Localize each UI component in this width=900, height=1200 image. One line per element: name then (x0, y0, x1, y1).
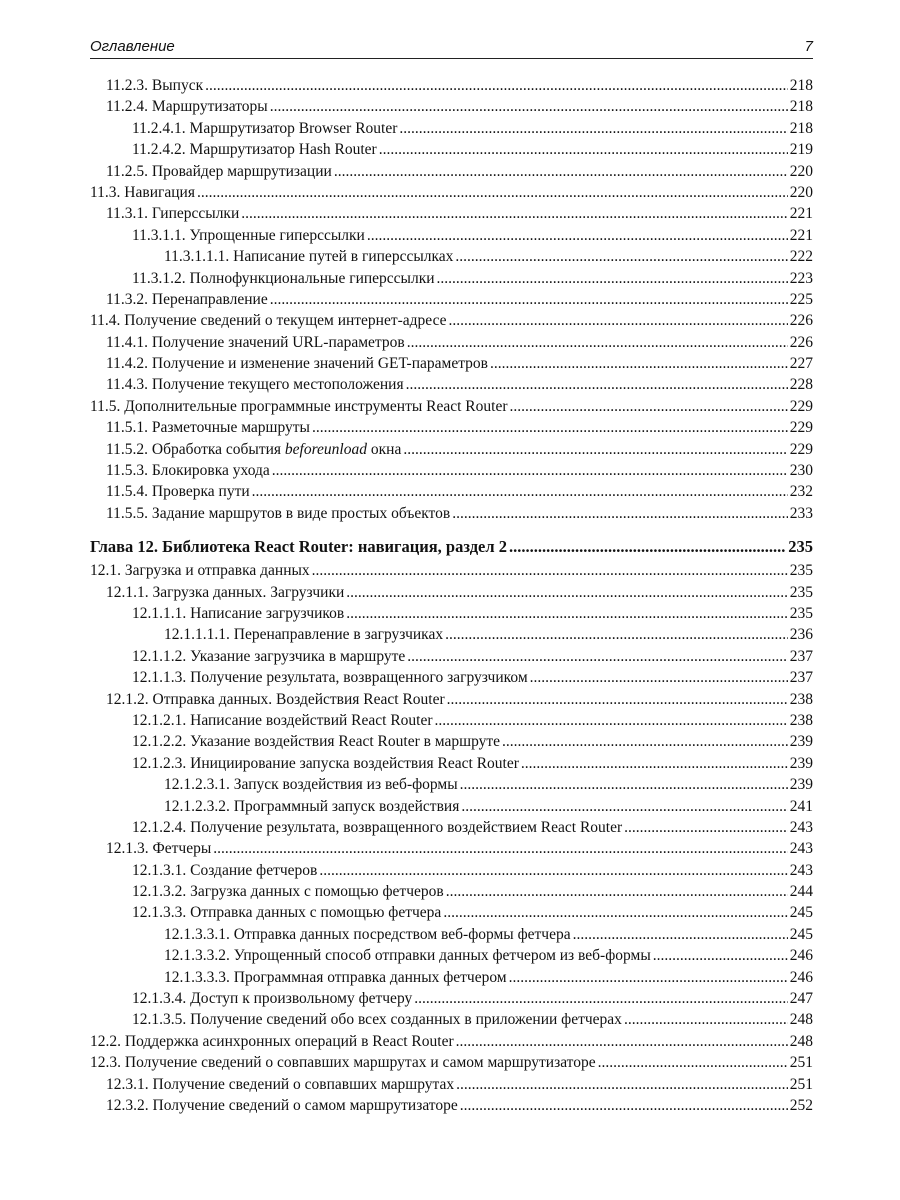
toc-entry (90, 924, 813, 945)
toc-entry (90, 289, 813, 310)
toc-entry (90, 96, 813, 117)
toc-entry (90, 310, 813, 331)
toc-page-number: 220 (789, 162, 813, 180)
toc-page-number: 245 (789, 925, 813, 943)
toc-entry-title: 12.1.3.1. Создание фетчеров (132, 861, 318, 879)
toc-entry (90, 1031, 813, 1052)
toc-page-number: 229 (789, 419, 813, 437)
dot-leader (346, 603, 788, 624)
dot-leader (624, 817, 788, 838)
toc-entry (90, 753, 813, 774)
toc-page-number: 251 (789, 1075, 813, 1093)
toc-page-number: 235 (789, 562, 813, 580)
toc-entry-title: 11.3.1.1. Упрощенные гиперссылки (132, 226, 365, 244)
toc-entry-title: 12.1.2.2. Указание воздействия React Router в маршруте (132, 733, 501, 751)
toc-entry-title: 11.2.3. Выпуск (106, 77, 204, 94)
dot-leader (461, 796, 787, 817)
toc-entry-title: 12.1.1.3. Получение результата, возвращенного загрузчиком (132, 669, 528, 687)
dot-leader (406, 374, 788, 395)
toc-entry-title: 11.5. Дополнительные программные инструменты React Router (90, 397, 508, 415)
toc-entry (90, 710, 813, 731)
toc-entry-title: 12.1.2.1. Написание воздействий React Router (132, 711, 433, 729)
toc-entry (90, 203, 813, 224)
toc-entry-title: 12.3.1. Получение сведений о совпавших маршрутах (106, 1075, 455, 1093)
toc-page-number: 221 (789, 205, 813, 223)
toc-entry-title: 11.2.4.2. Маршрутизатор Hash Router (132, 141, 377, 159)
dot-leader (653, 945, 788, 966)
toc-entry (90, 560, 813, 581)
toc-entry (90, 817, 813, 838)
dot-leader (447, 689, 788, 710)
dot-leader (502, 731, 788, 752)
toc-entry-title: 11.3.1.2. Полнофункциональные гиперссылки (132, 269, 435, 287)
dot-leader (399, 118, 787, 139)
dot-leader (598, 1052, 788, 1073)
toc-page-number: 243 (789, 818, 813, 836)
toc-entry (90, 268, 813, 289)
toc-entry-title: 11.4.3. Получение текущего местоположения (106, 376, 404, 394)
dot-leader (573, 924, 788, 945)
dot-leader (460, 774, 788, 795)
dot-leader (449, 310, 788, 331)
dot-leader (530, 667, 788, 688)
toc-entry-title: 12.1.2.4. Получение результата, возвращенного воздействием React Router (132, 818, 623, 836)
dot-leader (521, 753, 788, 774)
toc-chapter-entry (90, 534, 813, 560)
toc-page-number: 221 (789, 226, 813, 244)
dot-leader (624, 1009, 788, 1030)
toc-entry (90, 689, 813, 710)
toc-entry-title: 11.4.2. Получение и изменение значений GET-параметров (106, 355, 488, 373)
toc-entry (90, 902, 813, 923)
toc-page-number: 241 (789, 797, 813, 815)
toc-entry-title: 12.1.3.2. Загрузка данных с помощью фетчеров (132, 883, 444, 901)
toc-entry (90, 967, 813, 988)
toc-page-number: 239 (789, 754, 813, 772)
toc-entry-title: 12.1.3. Фетчеры (106, 840, 212, 858)
toc-entry-title: 11.5.1. Разметочные маршруты (106, 419, 310, 437)
dot-leader (407, 332, 788, 353)
toc-entry-title: 11.5.2. Обработка события beforeunload окна (106, 440, 402, 458)
toc-entry-title: 12.1.2. Отправка данных. Воздействия React Router (106, 690, 445, 708)
toc-page-number: 238 (789, 690, 813, 708)
toc-entry (90, 182, 813, 203)
header-page-number: 7 (804, 38, 813, 55)
toc-page-number: 248 (789, 1032, 813, 1050)
dot-leader (312, 560, 788, 581)
toc-entry (90, 503, 813, 524)
toc-entry-title: 11.3.1.1.1. Написание путей в гиперссылках (164, 248, 454, 266)
dot-leader (445, 624, 788, 645)
dot-leader (437, 268, 788, 289)
header-title: Оглавление (90, 38, 175, 55)
toc-entry-title: 12.1.2.3.1. Запуск воздействия из веб-формы (164, 776, 458, 794)
dot-leader (270, 96, 788, 117)
toc-entry (90, 603, 813, 624)
toc-entry-title: 11.4. Получение сведений о текущем интернет-адресе (90, 312, 447, 330)
toc-entry-title: 12.1. Загрузка и отправка данных (90, 562, 310, 580)
dot-leader (490, 353, 788, 374)
dot-leader (213, 838, 788, 859)
toc-entry-title: 11.2.4.1. Маршрутизатор Browser Router (132, 119, 398, 137)
toc-entry (90, 1052, 813, 1073)
toc-entry-title: 12.1.3.3.3. Программная отправка данных фетчером (164, 968, 507, 986)
toc-entry (90, 439, 813, 460)
dot-leader (456, 1074, 788, 1095)
toc-entry (90, 246, 813, 267)
toc-entry-title: 11.3. Навигация (90, 183, 195, 201)
toc-page-number: 219 (789, 141, 813, 159)
dot-leader (435, 710, 788, 731)
toc-page-number: 251 (789, 1054, 813, 1072)
header-rule (90, 58, 813, 59)
running-header (90, 38, 813, 60)
toc-page-number: 252 (789, 1096, 813, 1114)
toc-entry (90, 75, 813, 96)
toc-entry-title: 11.2.5. Провайдер маршрутизации (106, 162, 332, 180)
toc-page-number: 246 (789, 968, 813, 986)
toc-entry (90, 582, 813, 603)
toc-page-number: 222 (789, 248, 813, 266)
toc-page-number: 227 (789, 355, 813, 373)
toc-page-number: 238 (789, 711, 813, 729)
toc-page-number: 235 (788, 537, 813, 557)
toc-entry (90, 225, 813, 246)
toc-entry-title: 12.1.3.5. Получение сведений обо всех созданных в приложении фетчерах (132, 1011, 622, 1029)
toc-entry-title: 11.2.4. Маршрутизаторы (106, 98, 268, 116)
toc-page-number: 236 (789, 626, 813, 644)
toc-entry (90, 881, 813, 902)
toc-entry-title: 12.3.2. Получение сведений о самом маршрутизаторе (106, 1096, 458, 1114)
toc-page-number: 225 (789, 290, 813, 308)
toc-entry (90, 988, 813, 1009)
toc-entry (90, 118, 813, 139)
toc-page-number: 246 (789, 947, 813, 965)
toc-entry (90, 646, 813, 667)
table-of-contents (90, 75, 813, 1116)
dot-leader (414, 988, 788, 1009)
dot-leader (270, 289, 788, 310)
toc-page-number: 229 (789, 397, 813, 415)
dot-leader (510, 396, 788, 417)
dot-leader (509, 967, 788, 988)
toc-page-number: 218 (789, 77, 813, 94)
toc-entry (90, 838, 813, 859)
dot-leader (205, 75, 788, 96)
toc-entry-title: 12.1.1.2. Указание загрузчика в маршруте (132, 647, 406, 665)
toc-entry-title: 12.2. Поддержка асинхронных операций в React Router (90, 1032, 454, 1050)
toc-entry (90, 332, 813, 353)
dot-leader (455, 246, 787, 267)
toc-entry (90, 667, 813, 688)
toc-entry (90, 1009, 813, 1030)
dot-leader (272, 460, 788, 481)
toc-page-number: 229 (789, 440, 813, 458)
dot-leader (379, 139, 788, 160)
toc-page-number: 218 (789, 119, 813, 137)
toc-entry (90, 396, 813, 417)
toc-entry-title: 12.3. Получение сведений о совпавших маршрутах и самом маршрутизаторе (90, 1054, 596, 1072)
toc-entry-title: 12.1.1.1. Написание загрузчиков (132, 604, 345, 622)
dot-leader (407, 646, 787, 667)
toc-page-number: 228 (789, 376, 813, 394)
toc-page-number: 220 (789, 183, 813, 201)
toc-page-number: 235 (789, 583, 813, 601)
dot-leader (446, 881, 788, 902)
dot-leader (346, 582, 787, 603)
dot-leader (312, 417, 788, 438)
toc-entry (90, 460, 813, 481)
toc-entry (90, 774, 813, 795)
toc-page-number: 248 (789, 1011, 813, 1029)
toc-entry (90, 796, 813, 817)
dot-leader (367, 225, 788, 246)
toc-entry-title: 11.5.3. Блокировка ухода (106, 462, 270, 480)
toc-page-number: 226 (789, 312, 813, 330)
toc-page-number: 247 (789, 990, 813, 1008)
toc-entry (90, 481, 813, 502)
toc-entry (90, 731, 813, 752)
toc-page-number: 226 (789, 333, 813, 351)
dot-leader (403, 439, 787, 460)
toc-entry (90, 860, 813, 881)
toc-page-number: 244 (789, 883, 813, 901)
dot-leader (443, 902, 787, 923)
toc-entry-title: Глава 12. Библиотека React Router: навигация, раздел 2 (90, 537, 507, 557)
dot-leader (197, 182, 788, 203)
toc-entry (90, 353, 813, 374)
toc-entry-title: 11.5.5. Задание маршрутов в виде простых объектов (106, 504, 451, 522)
dot-leader (509, 534, 786, 560)
toc-entry (90, 374, 813, 395)
toc-page-number: 232 (789, 483, 813, 501)
toc-page-number: 218 (789, 98, 813, 116)
toc-entry (90, 1074, 813, 1095)
toc-entry-title: 12.1.3.3. Отправка данных с помощью фетчера (132, 904, 442, 922)
toc-page-number: 230 (789, 462, 813, 480)
toc-entry-title: 12.1.3.3.2. Упрощенный способ отправки данных фетчером из веб-формы (164, 947, 651, 965)
dot-leader (452, 503, 788, 524)
dot-leader (241, 203, 788, 224)
toc-page-number: 237 (789, 669, 813, 687)
toc-entry (90, 161, 813, 182)
dot-leader (252, 481, 788, 502)
toc-entry-title: 11.3.1. Гиперссылки (106, 205, 240, 223)
dot-leader (319, 860, 787, 881)
toc-page-number: 239 (789, 776, 813, 794)
toc-page-number: 243 (789, 840, 813, 858)
toc-entry-title: 12.1.3.4. Доступ к произвольному фетчеру (132, 990, 413, 1008)
toc-page-number: 239 (789, 733, 813, 751)
toc-entry-title: 12.1.2.3. Инициирование запуска воздействия React Router (132, 754, 519, 772)
toc-page-number: 245 (789, 904, 813, 922)
toc-entry-title: 11.3.2. Перенаправление (106, 290, 268, 308)
toc-entry-title: 12.1.3.3.1. Отправка данных посредством веб-формы фетчера (164, 925, 571, 943)
toc-entry (90, 945, 813, 966)
toc-page-number: 237 (789, 647, 813, 665)
toc-entry-title: 12.1.1. Загрузка данных. Загрузчики (106, 583, 345, 601)
toc-page-number: 233 (789, 504, 813, 522)
toc-page-number: 235 (789, 604, 813, 622)
toc-entry-title: 11.4.1. Получение значений URL-параметров (106, 333, 405, 351)
dot-leader (456, 1031, 788, 1052)
toc-entry-title: 12.1.1.1.1. Перенаправление в загрузчиках (164, 626, 444, 644)
toc-entry-title: 11.5.4. Проверка пути (106, 483, 250, 501)
toc-page-number: 223 (789, 269, 813, 287)
toc-entry (90, 139, 813, 160)
toc-entry (90, 417, 813, 438)
toc-entry (90, 1095, 813, 1116)
toc-entry-title: 12.1.2.3.2. Программный запуск воздействия (164, 797, 460, 815)
dot-leader (334, 161, 788, 182)
toc-page-number: 243 (789, 861, 813, 879)
toc-entry (90, 624, 813, 645)
dot-leader (460, 1095, 788, 1116)
